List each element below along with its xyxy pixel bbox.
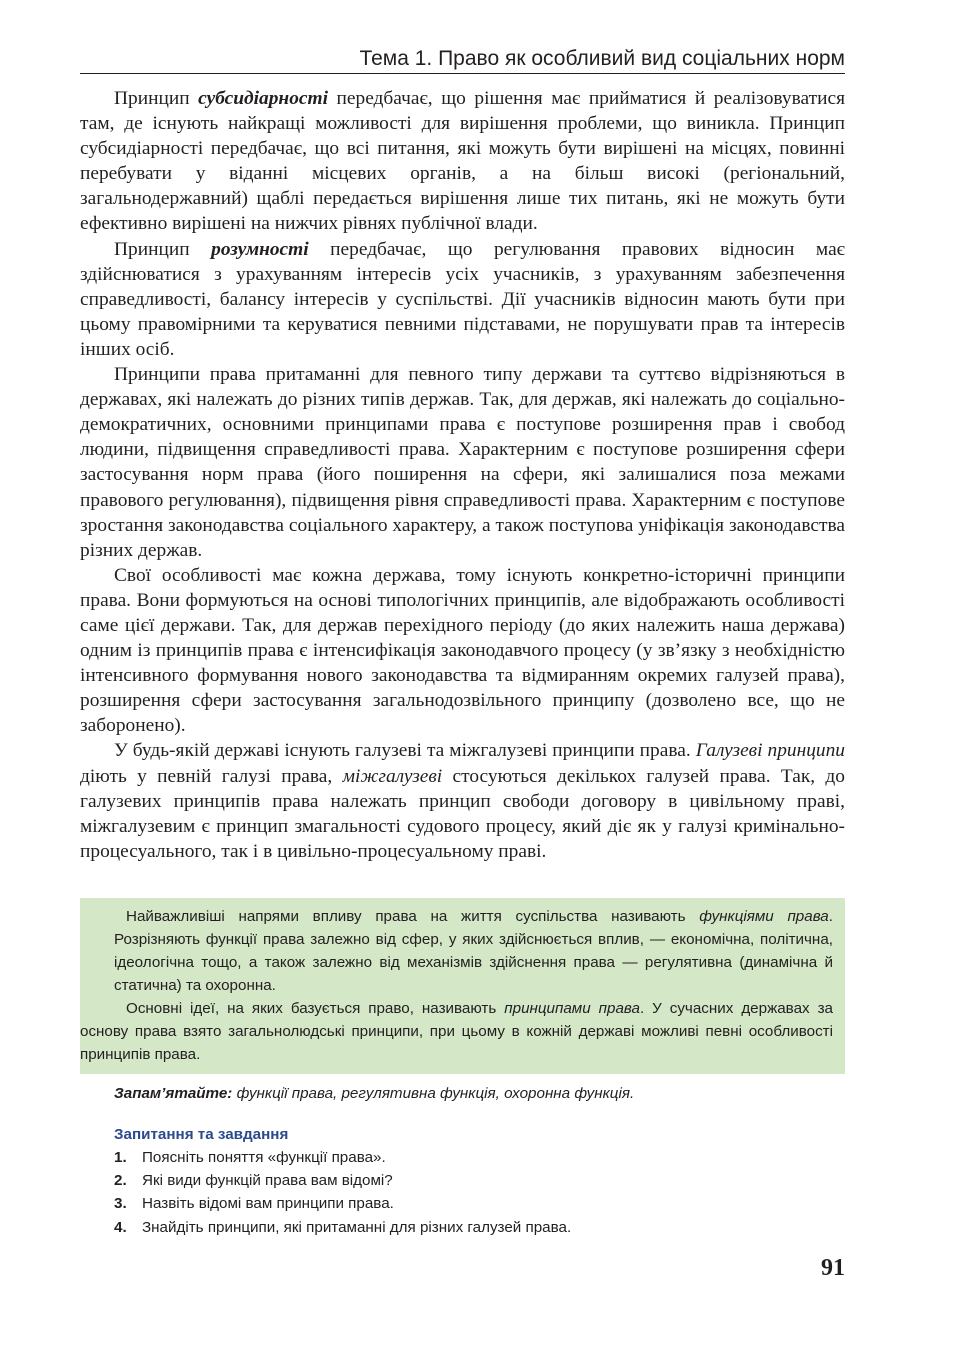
question-text: Назвіть відомі вам принципи права. xyxy=(142,1195,394,1213)
list-item xyxy=(114,1192,845,1215)
question-text: Знайдіть принципи, які притаманні для різних галузей права. xyxy=(142,1218,572,1236)
question-number: 4. xyxy=(114,1218,127,1236)
list-item xyxy=(114,1169,845,1192)
questions-section xyxy=(114,1124,845,1239)
remember-label: Запам’ятайте: xyxy=(114,1085,233,1102)
header-title: Тема 1. Право як особливий вид соціальних норм xyxy=(359,47,845,70)
remember-text: функції права, регулятивна функція, охоронна функція. xyxy=(232,1085,635,1102)
term-reasonableness: розумності xyxy=(211,238,309,260)
running-header xyxy=(80,46,845,74)
question-text: Поясніть поняття «функції права». xyxy=(142,1149,386,1166)
summary-text: Найважливіші напрями впливу права на життя суспільства називають xyxy=(126,908,700,925)
paragraph-text: У будь-якій державі існують галузеві та міжгалузеві принципи права. xyxy=(114,740,696,762)
paragraph-reasonableness xyxy=(80,237,845,362)
summary-text: Основні ідеї, на яких базується право, називають xyxy=(126,1000,505,1017)
term-branch: Галузеві принципи xyxy=(695,740,845,762)
paragraph-text: Принцип xyxy=(114,238,212,260)
question-number: 2. xyxy=(114,1172,127,1190)
question-text: Які види функцій права вам відомі? xyxy=(142,1172,393,1190)
remember-note xyxy=(114,1083,845,1105)
paragraph-branch-principles xyxy=(80,738,845,863)
paragraph-text: діють у певній галузі права, xyxy=(80,765,343,787)
paragraph-text: передбачає, що регулювання правових відносин має здійснюватися з урахуванням інтересів усіх учасників, з урахуванням забезпечення справедливості, балансу інтересів у суспільстві. Дії учасників відносин мають бути при цьому правомірними та керуватися певними підставами, не порушувати прав та інтересів інших осіб. xyxy=(80,238,846,360)
term-interbranch: міжгалузеві xyxy=(342,765,443,787)
summary-functions xyxy=(114,905,833,997)
paragraph-subsidiarity xyxy=(80,86,845,237)
term-subsidiarity: субсидіарності xyxy=(198,88,328,109)
paragraph-state-types: Принципи права притаманні для певного типу держави та суттєво відрізняються в державах, які належать до різних типів держав. Так, для держав, які належать до соціально-демократичних, основними принципами права є поступове розширення прав і свобод людини, підвищення справедливості права. Характерним є поступове розширення сфери застосування норм права (його поширення на сфери, які залишалися поза межами правового регулювання), підвищення рівня справедливості права. Характерним є поступове зростання законодавства соціального характеру, а також поступова уніфікація законодавства різних держав. xyxy=(80,364,845,561)
question-number: 3. xyxy=(114,1195,127,1213)
page-number: 91 xyxy=(821,1255,845,1281)
paragraph-text: Принцип xyxy=(114,88,199,109)
term-principles: принципами права xyxy=(504,1000,640,1017)
summary-text: . Розрізняють функції права залежно від сфер, у яких здійснюється вплив, — економічна, політична, ідеологічна тощо, а також залежно від механізмів здійснення права — регулятивна (динамічна й статична) та охоронна. xyxy=(114,908,833,994)
questions-list xyxy=(114,1146,845,1239)
summary-text: . У сучасних державах за основу права взято загальнолюдські принципи, при цьому в кожній державі можливі певні особливості принципів права. xyxy=(80,1000,833,1063)
list-item xyxy=(114,1146,845,1169)
list-item xyxy=(114,1216,845,1239)
main-text xyxy=(80,86,845,864)
term-functions: функціями права xyxy=(699,908,829,925)
summary-box xyxy=(80,898,845,1074)
question-number: 1. xyxy=(114,1149,127,1166)
questions-title: Запитання та завдання xyxy=(114,1126,289,1143)
paragraph-historical: Свої особливості має кожна держава, тому існують конкретно-історичні принципи права. Вони формуються на основі типологічних принципів, але відображають особливості саме цієї держави. Так, для держав перехідного періоду (до яких належить наша держава) одним із принципів права є інтенсифікація законодавчого процесу (у зв’язку з необхідністю інтенсивного формування нового законодавства та відмиранням окремих галузей права), розширення сфери застосування загальнодозвільного принципу (дозволено все, що не заборонено). xyxy=(80,564,845,737)
paragraph-text: стосуються декількох галузей права. Так, до галузевих принципів права належать принцип свободи договору в цивільному праві, міжгалузевим є принцип змагальності судового процесу, який діє як у галузі кримінально-процесуального, так і в цивільно-процесуальному праві. xyxy=(80,765,845,862)
paragraph-text: передбачає, що рішення має прийматися й реалізовуватися там, де існують найкращі можливості для вирішення проблеми, що виникла. Принцип субсидіарності передбачає, що всі питання, які можуть бути вирішені на місцях, повинні перебувати у віданні місцевих органів, а на більш високі (регіональний, загальнодержавний) щаблі передається вирішення лише тих питань, які не можуть бути ефективно вирішені на нижчих рівнях публічної влади. xyxy=(80,88,845,235)
summary-principles xyxy=(80,997,833,1066)
